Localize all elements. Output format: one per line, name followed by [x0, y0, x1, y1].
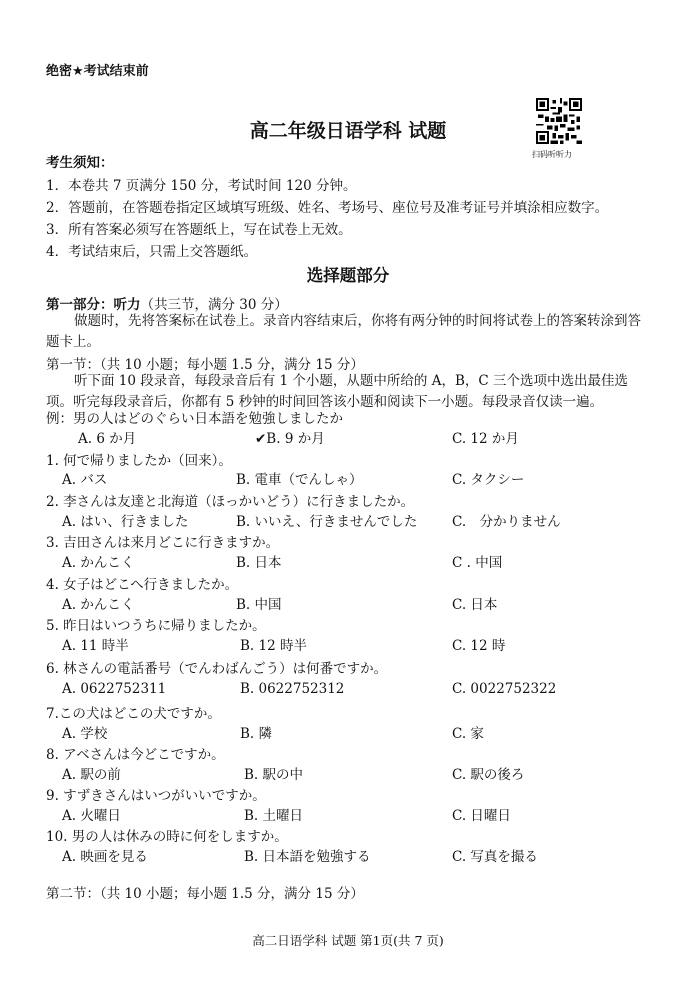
option-c: C. 12 時	[452, 638, 506, 654]
notice-item: 2．答题前，在答题卷指定区域填写班级、姓名、考场号、座位号及准考证号并填涂相应数字。	[46, 200, 609, 216]
option-b: B. 12 時半	[240, 638, 307, 654]
option-b: B. 駅の中	[244, 767, 304, 783]
notice-item: 4．考试结束后，只需上交答题纸。	[46, 244, 258, 260]
option-b: B. 隣	[240, 726, 273, 742]
option-a: A. バス	[62, 472, 108, 488]
sub-section-heading: 第一节：（共 10 小题；每小题 1.5 分，满分 15 分）	[46, 357, 364, 373]
notice-item: 1．本卷共 7 页满分 150 分，考试时间 120 分钟。	[46, 178, 357, 194]
notice-heading: 考生须知：	[46, 155, 114, 171]
part-description: 做题时，先将答案标在试卷上。录音内容结束后，你将有两分钟的时间将试卷上的答案转涂到答题卡上。	[46, 313, 641, 350]
option-c: C. 駅の後ろ	[452, 767, 525, 783]
sub-section-heading: 第二节：（共 10 小题；每小题 1.5 分，满分 15 分）	[46, 886, 364, 902]
option-b: B. 0622752312	[240, 681, 345, 697]
option-a: A. 駅の前	[62, 767, 121, 783]
notice-item: 3．所有答案必须写在答题纸上，写在试卷上无效。	[46, 222, 352, 238]
option-a: A. 映画を見る	[62, 849, 148, 865]
sub-section-description: 听下面 10 段录音，每段录音后有 1 个小题，从题中所给的 A，B，C 三个选项中选出最佳选项。听完每段录音后，你都有 5 秒钟的时间回答该小题和阅读下一小题。每段录音仅读一遍。	[46, 373, 629, 410]
option-c: C . 中国	[452, 555, 503, 571]
option-a: A. かんこく	[62, 597, 135, 613]
part-note: （共三节，满分 30 分）	[140, 297, 288, 313]
qr-code-icon	[536, 98, 582, 144]
question-text: 2. 李さんは友達と北海道（ほっかいどう）に行きましたか。	[46, 494, 415, 510]
example-option-b: ✔B. 9 か月	[255, 431, 325, 447]
example-option-a: A. 6 か月	[78, 431, 137, 447]
page-footer: 高二日语学科 试题 第1页(共 7 页)	[252, 933, 444, 948]
option-b: B. 土曜日	[244, 808, 304, 824]
example-option-c: C. 12 か月	[452, 431, 519, 447]
option-b: B. 中国	[236, 597, 282, 613]
option-a: A. はい、行きました	[62, 514, 189, 530]
qr-caption: 扫码听听力	[532, 150, 572, 159]
option-b: B. いいえ、行きませんでした	[236, 514, 418, 530]
option-c: C. 家	[452, 726, 484, 742]
question-text: 8. アベさんは今どこですか。	[46, 747, 225, 763]
option-c: C. 0022752322	[452, 681, 557, 697]
option-c: C. 日曜日	[452, 808, 511, 824]
page-title: 高二年级日语学科 试题	[249, 120, 447, 142]
question-text: 3. 吉田さんは来月どこに行きますか。	[46, 535, 280, 551]
option-a: A. 0622752311	[62, 681, 167, 697]
option-c: C. 写真を撮る	[452, 849, 538, 865]
question-text: 4. 女子はどこへ行きましたか。	[46, 577, 239, 593]
option-a: A. 11 時半	[62, 638, 129, 654]
option-b: B. 電車（でんしゃ）	[236, 472, 363, 488]
question-text: 9. すずきさんはいつがいいですか。	[46, 788, 266, 804]
question-text: 10. 男の人は休みの時に何をしますか。	[46, 829, 288, 845]
example-question: 例：男の人はどのぐらい日本語を勉強しましたか	[46, 411, 343, 427]
option-b: B. 日本	[236, 555, 282, 571]
confidential-label: 绝密★考试结束前	[46, 64, 149, 79]
option-a: A. 火曜日	[62, 808, 121, 824]
section-title: 选择题部分	[306, 266, 390, 285]
option-a: A. かんこく	[62, 555, 135, 571]
question-text: 1. 何で帰りましたか（回来）。	[46, 453, 232, 469]
option-a: A. 学校	[62, 726, 108, 742]
part-label: 第一部分：听力	[46, 297, 141, 313]
question-text: 6. 林さんの電話番号（でんわばんごう）は何番ですか。	[46, 661, 388, 677]
option-c: C. 日本	[452, 597, 498, 613]
option-c: C. タクシー	[452, 472, 525, 488]
question-text: 7.この犬はどこの犬ですか。	[46, 706, 221, 722]
option-c: C. 分かりません	[452, 514, 561, 530]
question-text: 5. 昨日はいつうちに帰りましたか。	[46, 618, 266, 634]
option-b: B. 日本語を勉強する	[244, 849, 371, 865]
part-heading	[46, 293, 288, 313]
